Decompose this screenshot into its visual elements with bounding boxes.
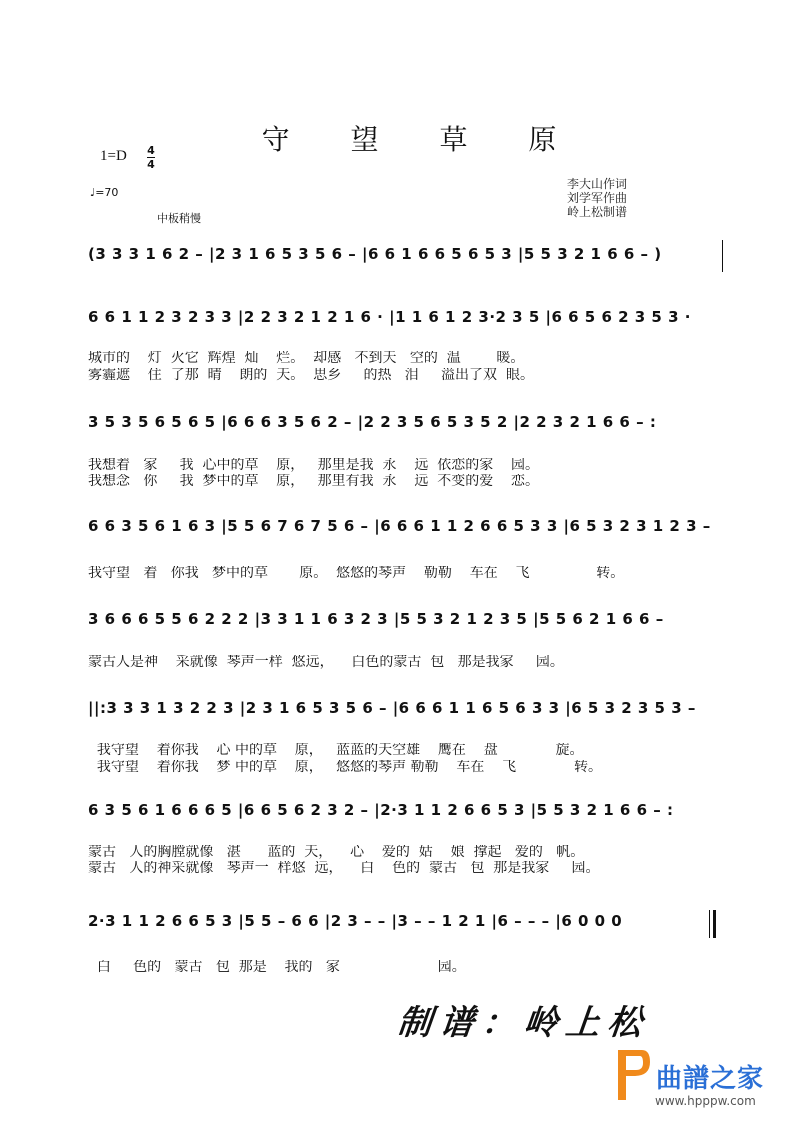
lyric-line: 城市的 灯 火它 辉煌 灿 烂。 却感 不到天 空的 温 暖。 — [88, 351, 525, 366]
lyric-line: 我想念 你 我 梦中的草 原， 那里有我 永 远 不变的爱 恋。 — [88, 474, 540, 489]
speed-marking: 中板稍慢 — [157, 212, 201, 225]
time-signature — [146, 145, 156, 170]
notation-line: 6 3 5 6 1 6 6 6 5 |6 6 5 6 2 3 2 – |2·3 1 1 2 6 6 5 3 |5 5 3 2 1 6 6 – : — [88, 801, 674, 819]
site-url: www.hpppw.com — [655, 1094, 756, 1108]
notation-line: 3 5 3 5 6 5 6 5 |6 6 6 3 5 6 2 – |2 2 3 5 6 5 3 5 2 |2 2 3 2 1 6 6 – : — [88, 413, 657, 431]
meter-bottom: 4 — [147, 158, 155, 171]
notation-line: (3 3 3 1 6 2 – |2 3 1 6 5 3 5 6 – |6 6 1 6 6 5 6 5 3 |5 5 3 2 1 6 6 – ) — [88, 245, 662, 263]
lyric-line: 我想着 家 我 心中的草 原， 那里是我 永 远 依恋的家 园。 — [88, 458, 540, 473]
lyricist: 李大山作词 — [567, 177, 628, 191]
lyric-line: 蒙古 人的胸膛就像 湛 蓝的 天， 心 爱的 姑 娘 撑起 爱的 帆。 — [88, 845, 585, 860]
lyric-line: 白 色的 蒙古 包 那是 我的 家 园。 — [88, 960, 466, 975]
lyric-line: 我守望 着你我 心 中的草 原， 蓝蓝的天空雄 鹰在 盘 旋。 — [88, 743, 584, 758]
barline — [722, 240, 723, 272]
notation-line: 6 6 3 5 6 1 6 3 |5 5 6 7 6 7 5 6 – |6 6 6 1 1 2 6 6 5 3 3 |6 5 3 2 3 1 2 3 – — [88, 517, 711, 535]
notation-line: 6 6 1 1 2 3 2 3 3 |2 2 3 2 1 2 1 6 · |1 1 6 1 2 3·2 3 5 |6 6 5 6 2 3 5 3 · — [88, 308, 691, 326]
site-logo-icon — [612, 1046, 652, 1104]
meter-top: 4 — [147, 144, 155, 157]
song-title: 守 望 草 原 — [261, 123, 583, 156]
site-logo-text: 曲譜之家 — [656, 1064, 765, 1094]
credits — [567, 177, 627, 219]
notation-line: ||:3 3 3 1 3 2 2 3 |2 3 1 6 5 3 5 6 – |6 6 6 1 1 6 5 6 3 3 |6 5 3 2 3 5 3 – — [88, 699, 696, 717]
notation-line: 2·3 1 1 2 6 6 5 3 |5 5 – 6 6 |2 3 – – |3 – – 1 2 1 |6 – – – |6 0 0 0 — [88, 912, 623, 930]
final-barline — [709, 910, 710, 938]
composer: 刘学军作曲 — [567, 191, 628, 205]
lyric-line: 我守望 着 你我 梦中的草 原。 悠悠的琴声 勒勒 车在 飞 转。 — [88, 566, 625, 581]
transcriber: 岭上松制谱 — [567, 205, 628, 219]
lyric-line: 蒙古 人的神采就像 琴声一 样悠 远， 白 色的 蒙古 包 那是我家 园。 — [88, 861, 600, 876]
lyric-line: 雾霾遮 住 了那 晴 朗的 天。 思乡 的热 泪 溢出了双 眼。 — [88, 368, 534, 383]
notation-line: 3 6 6 6 5 5 6 2 2 2 |3 3 1 1 6 3 2 3 |5 5 3 2 1 2 3 5 |5 5 6 2 1 6 6 – — [88, 610, 664, 628]
tempo-marking: ♩=70 — [90, 186, 119, 199]
lyric-line: 我守望 着你我 梦 中的草 原， 悠悠的琴声 勒勒 车在 飞 转。 — [88, 760, 603, 775]
final-barline-thick — [713, 910, 716, 938]
lyric-line: 蒙古人是神 采就像 琴声一样 悠远， 白色的蒙古 包 那是我家 园。 — [88, 655, 564, 670]
key-signature: 1=D — [100, 148, 127, 164]
transcriber-signature: 制谱：岭上松 — [395, 1003, 652, 1043]
